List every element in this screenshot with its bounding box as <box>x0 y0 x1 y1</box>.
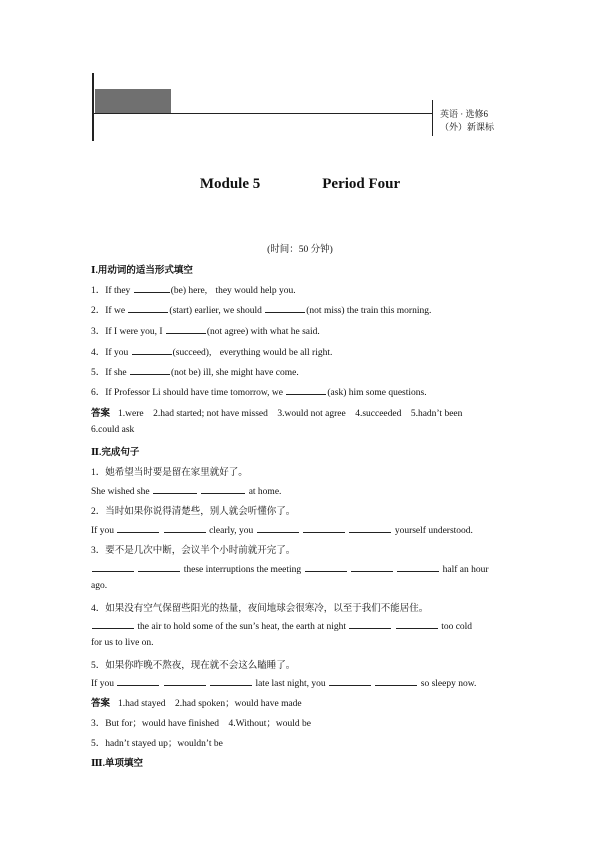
answer-blank[interactable] <box>130 365 170 375</box>
header-label-line2: （外）新课标 <box>440 122 495 132</box>
s2-answers-line1: 答案 1.had stayed 2.had spoken；would have made <box>91 699 302 709</box>
answer-label: 答案 <box>91 699 111 709</box>
answer-blank[interactable] <box>134 283 170 293</box>
answer-blank[interactable] <box>153 484 197 494</box>
s1-question-6: 6．If Professor Li should have time tomorrow, we (ask) him some questions. <box>91 384 427 398</box>
s2-q4-english-cont: for us to live on. <box>91 638 154 648</box>
answer-blank[interactable] <box>257 523 299 533</box>
answer-blank[interactable] <box>201 484 245 494</box>
header-label-divider <box>432 100 433 136</box>
s2-q3-english-cont: ago. <box>91 581 108 591</box>
s2-q4-chinese: 4．如果没有空气保留些阳光的热量，夜间地球会很寒冷，以至于我们不能居住。 <box>91 604 429 614</box>
answer-blank[interactable] <box>305 562 347 572</box>
answer-label: 答案 <box>91 409 111 419</box>
header-vertical-rule <box>92 73 94 141</box>
header-gray-block <box>95 89 171 113</box>
s2-q4-english: the air to hold some of the sun’s heat, the earth at night too cold <box>91 619 472 632</box>
answer-blank[interactable] <box>286 385 326 395</box>
answer-blank[interactable] <box>351 562 393 572</box>
section3-heading: Ⅲ.单项填空 <box>91 759 143 769</box>
answer-blank[interactable] <box>375 676 417 686</box>
page-title <box>0 176 600 193</box>
answer-blank[interactable] <box>349 523 391 533</box>
answer-blank[interactable] <box>396 619 438 629</box>
s1-answers-line2: 6.could ask <box>91 425 135 435</box>
s1-question-2: 2．If we (start) earlier, we should (not miss) the train this morning. <box>91 302 431 316</box>
s1-question-5: 5．If she (not be) ill, she might have come. <box>91 364 299 378</box>
answer-blank[interactable] <box>117 676 159 686</box>
answer-blank[interactable] <box>164 676 206 686</box>
answer-blank[interactable] <box>265 303 305 313</box>
time-note: (时间：50 分钟) <box>267 245 333 255</box>
answer-blank[interactable] <box>164 523 206 533</box>
answer-blank[interactable] <box>329 676 371 686</box>
answer-blank[interactable] <box>92 562 134 572</box>
answer-blank[interactable] <box>128 303 168 313</box>
s2-answers-line3: 5．hadn’t stayed up；wouldn’t be <box>91 739 223 749</box>
header-course-label <box>440 108 520 134</box>
answer-blank[interactable] <box>117 523 159 533</box>
s2-q3-english: these interruptions the meeting half an hour <box>91 562 489 575</box>
s2-q2-chinese: 2．当时如果你说得清楚些，别人就会听懂你了。 <box>91 507 296 517</box>
answer-blank[interactable] <box>166 324 206 334</box>
answer-blank[interactable] <box>349 619 391 629</box>
title-period: Period Four <box>322 176 401 192</box>
answer-blank[interactable] <box>303 523 345 533</box>
s2-q5-chinese: 5．如果你昨晚不熬夜，现在就不会这么瞌睡了。 <box>91 661 296 671</box>
answer-blank[interactable] <box>92 619 134 629</box>
answer-blank[interactable] <box>132 345 172 355</box>
s2-q1-chinese: 1．她希望当时要是留在家里就好了。 <box>91 468 248 478</box>
s2-answers-line2: 3．But for；would have finished 4.Without；would be <box>91 719 311 729</box>
answer-blank[interactable] <box>210 676 252 686</box>
answer-blank[interactable] <box>138 562 180 572</box>
section2-heading: Ⅱ.完成句子 <box>91 448 140 458</box>
s2-q2-english: If you clearly, you yourself understood. <box>91 523 473 536</box>
s2-q5-english: If you late last night, you so sleepy now. <box>91 676 476 689</box>
s1-question-3: 3．If I were you, I (not agree) with what he said. <box>91 323 320 337</box>
answer-blank[interactable] <box>397 562 439 572</box>
header-label-line1: 英语 · 选修6 <box>440 109 488 119</box>
section1-heading: Ⅰ.用动词的适当形式填空 <box>91 266 193 276</box>
title-module: Module 5 <box>199 176 261 192</box>
s1-question-1: 1．If they (be) here, they would help you. <box>91 282 296 296</box>
header-horizontal-rule <box>94 113 432 114</box>
s2-q3-chinese: 3．要不是几次中断，会议半个小时前就开完了。 <box>91 546 296 556</box>
s1-question-4: 4．If you (succeed), everything would be all right. <box>91 344 332 358</box>
s1-answers-line1: 答案 1.were 2.had started; not have missed 3.would not agree 4.succeeded 5.hadn’t been <box>91 409 463 419</box>
s2-q1-english: She wished she at home. <box>91 484 281 497</box>
